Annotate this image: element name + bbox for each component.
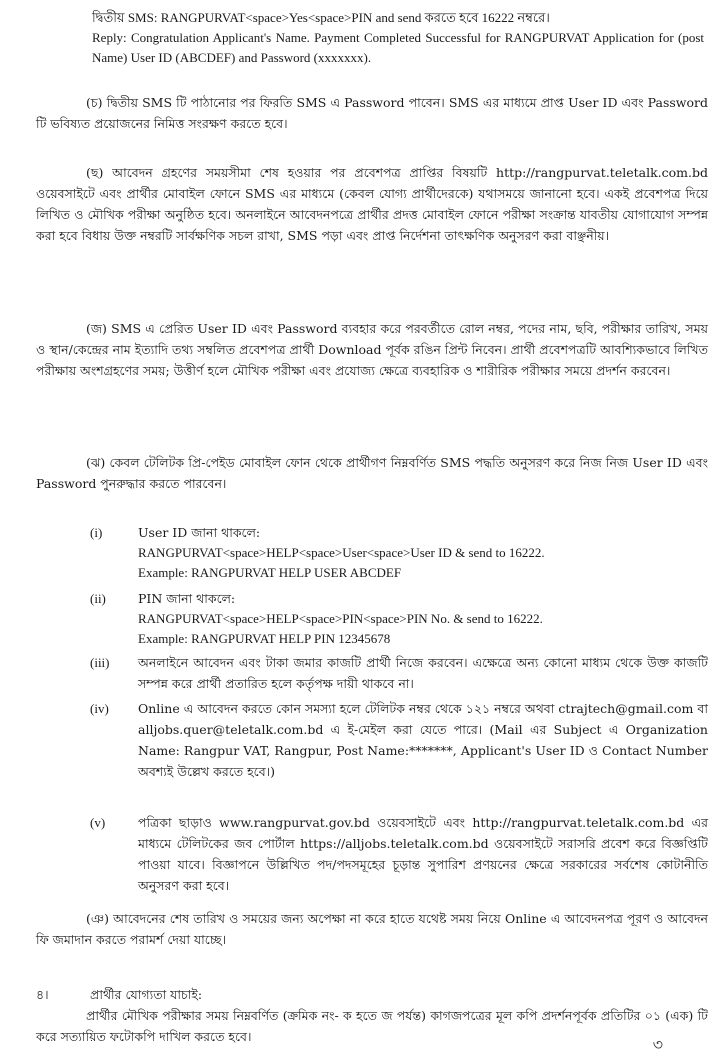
sms-reply-text: Reply: Congratulation Applicant's Name. Payment Completed Successful for RANGPURVAT Application for (post Name) User ID (ABCDEF) and Password (xxxxxxx). <box>92 30 704 65</box>
item-number: (i) <box>90 525 103 540</box>
sms-format-code: RANGPURVAT<space>HELP<space>User<space>User ID & send to 16222. <box>138 545 545 560</box>
item-number: (iii) <box>90 655 110 670</box>
sms-format-code: RANGPURVAT<space>HELP<space>PIN<space>PIN No. & send to 16222. <box>138 611 543 626</box>
paragraph-cha: (চ) দ্বিতীয় SMS টি পাঠানোর পর ফিরতি SMS এ Password পাবেন। SMS এর মাধ্যমে প্রাপ্ত User ID এবং Password টি ভবিষ্যত প্রয়োজনের নিমিত্ত সংরক্ষণ করতে হবে। <box>36 95 708 131</box>
item-number: (ii) <box>90 591 106 606</box>
item-number: (v) <box>90 815 106 830</box>
section-number: ৪। <box>36 987 49 1002</box>
sms-example: Example: RANGPURVAT HELP USER ABCDEF <box>138 565 402 580</box>
section-title: প্রার্থীর যোগ্যতা যাচাই: <box>90 987 203 1002</box>
item-heading: PIN জানা থাকলে: <box>138 591 236 606</box>
paragraph-nya: (ঞ) আবেদনের শেষ তারিখ ও সময়ের জন্য অপেক্ষা না করে হাতে যথেষ্ট সময় নিয়ে Online এ আবেদনপত্র পূরণ ও আবেদন ফি জমাদান করতে পরামর্শ দেয়া যাচ্ছে। <box>36 911 708 947</box>
item-text: Online এ আবেদন করতে কোন সমস্যা হলে টেলিটক নম্বর থেকে ১২১ নম্বরে অথবা ctrajtech@gmail.com বা alljobs.quer@teletalk.com.bd এ ই-মেইল করা যেতে পারে। (Mail এর Subject এ Organization Name: Rangpur VAT, Rangpur, Post Name:*******, Applicant's User ID ও Contact Number অবশ্যই উল্লেখ করতে হবে।) <box>138 701 708 779</box>
sms-format-block <box>92 8 704 68</box>
item-text: পত্রিকা ছাড়াও www.rangpurvat.gov.bd ওয়েবসাইটে এবং http://rangpurvat.teletalk.com.bd এর মাধ্যমে টেলিটকের জব পোর্টাল https://alljobs.teletalk.com.bd ওয়েবসাইটে সরাসরি প্রবেশ করে বিজ্ঞপ্তিটি পাওয়া যাবে। বিজ্ঞাপনে উল্লিখিত পদ/পদসমূহের চূড়ান্ত সুপারিশ প্রণয়নের ক্ষেত্রে সরকারের সর্বশেষ কোটানীতি অনুসরণ করা হবে। <box>138 815 708 893</box>
item-text: অনলাইনে আবেদন এবং টাকা জমার কাজটি প্রার্থী নিজে করবেন। এক্ষেত্রে অন্য কোনো মাধ্যম থেকে উক্ত কাজটি সম্পন্ন করে প্রার্থী প্রতারিত হলে কর্তৃপক্ষ দায়ী থাকবে না। <box>138 655 708 691</box>
paragraph-jha: (ঝ) কেবল টেলিটক প্রি-পেইড মোবাইল ফোন থেকে প্রার্থীগণ নিম্নবর্ণিত SMS পদ্ধতি অনুসরণ করে নিজ নিজ User ID এবং Password পুনরুদ্ধার করতে পারবেন। <box>36 455 708 491</box>
sms-example: Example: RANGPURVAT HELP PIN 12345678 <box>138 631 391 646</box>
page-mark: ৩ <box>652 1035 663 1054</box>
paragraph-ja: (জ) SMS এ প্রেরিত User ID এবং Password ব্যবহার করে পরবর্তীতে রোল নম্বর, পদের নাম, ছবি, পরীক্ষার তারিখ, সময় ও স্থান/কেন্দ্রের নাম ইত্যাদি তথ্য সম্বলিত প্রবেশপত্র প্রার্থী Download পূর্বক রঙিন প্রিন্ট নিবেন। প্রার্থী প্রবেশপত্রটি আবশ্যিকভাবে লিখিত পরীক্ষায় অংশগ্রহণের সময়; উত্তীর্ণ হলে মৌখিক পরীক্ষা এবং প্রযোজ্য ক্ষেত্রে ব্যবহারিক ও শারীরিক পরীক্ষার সময়ে প্রদর্শন করবেন। <box>36 321 708 378</box>
section-4-text: প্রার্থীর মৌখিক পরীক্ষার সময় নিম্নবর্ণিত (ক্রমিক নং- ক হতে জ পর্যন্ত) কাগজপত্রের মূল কপি প্রদর্শনপূর্বক প্রতিটির ০১ (এক) টি করে সত্যায়িত ফটোকপি দাখিল করতে হবে। <box>36 1008 708 1044</box>
item-number: (iv) <box>90 701 109 716</box>
paragraph-chha: (ছ) আবেদন গ্রহণের সময়সীমা শেষ হওয়ার পর প্রবেশপত্র প্রাপ্তির বিষয়টি http://rangpurvat.teletalk.com.bd ওয়েবসাইটে এবং প্রার্থীর মোবাইল ফোনে SMS এর মাধ্যমে (কেবল যোগ্য প্রার্থীদেরকে) যথাসময়ে জানানো হবে। একই প্রবেশপত্র দিয়ে লিখিত ও মৌখিক পরীক্ষা অনুষ্ঠিত হবে। অনলাইনে আবেদনপত্রে প্রার্থীর প্রদত্ত মোবাইল ফোনে পরীক্ষা সংক্রান্ত যাবতীয় যোগাযোগ সম্পন্ন করা হবে বিধায় উক্ত নম্বরটি সার্বক্ষণিক সচল রাখা, SMS পড়া এবং প্রাপ্ত নির্দেশনা তাৎক্ষণিক অনুসরণ করা বাঞ্ছনীয়। <box>36 165 708 243</box>
second-sms-line: দ্বিতীয় SMS: RANGPURVAT<space>Yes<space>PIN and send করতে হবে 16222 নম্বরে। <box>92 10 550 25</box>
item-heading: User ID জানা থাকলে: <box>138 525 261 540</box>
